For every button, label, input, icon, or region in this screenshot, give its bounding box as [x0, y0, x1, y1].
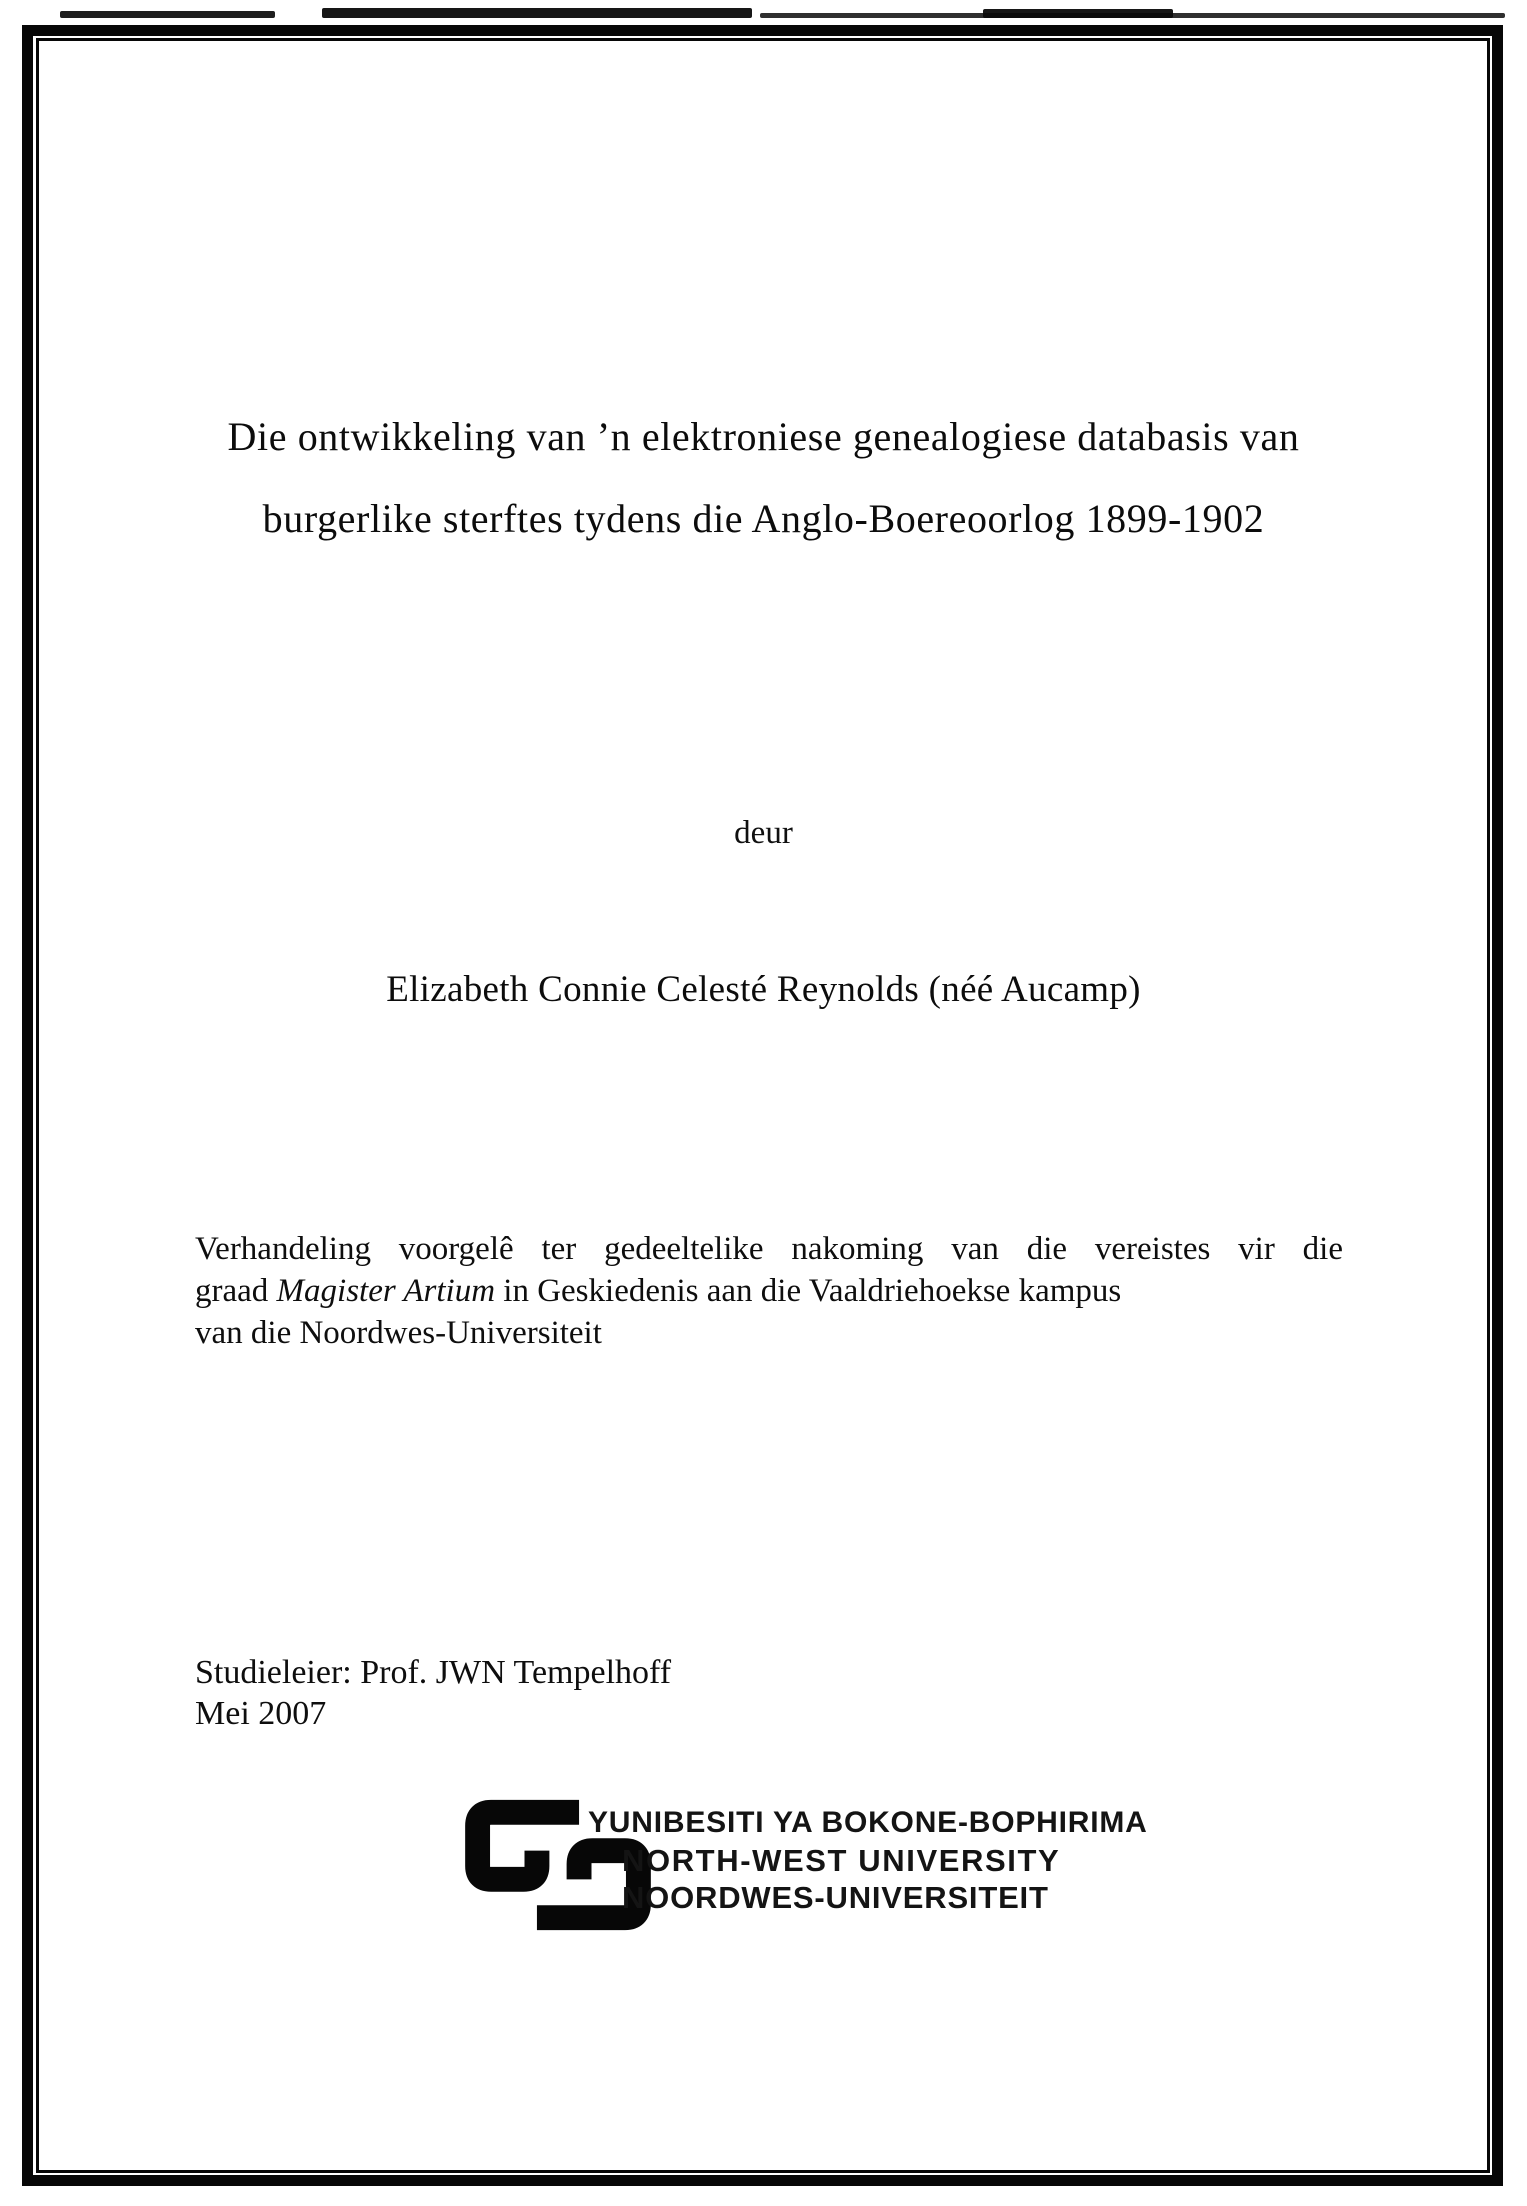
logo-text-afrikaans: NOORDWES-UNIVERSITEIT	[622, 1880, 1049, 1915]
submission-line2-pre: graad	[195, 1273, 277, 1309]
thesis-title-line2: burgerlike sterftes tydens die Anglo-Boereoorlog 1899-1902	[262, 496, 1265, 541]
degree-name: Magister Artium	[276, 1273, 496, 1309]
submission-line2-post: in Geskiedenis aan die Vaaldriehoekse kampus	[495, 1273, 1122, 1309]
scan-artifact-mark	[322, 8, 752, 18]
thesis-title	[90, 396, 1437, 560]
scan-artifact-mark	[983, 9, 1173, 18]
university-logo	[462, 1798, 1148, 1938]
submission-line1: Verhandeling voorgelê ter gedeeltelike nakoming van die vereistes vir die	[195, 1231, 1343, 1267]
submission-line3: van die Noordwes-Universiteit	[195, 1315, 602, 1351]
logo-text-setswana: YUNIBESITI YA BOKONE-BOPHIRIMA	[588, 1806, 1148, 1839]
author-name: Elizabeth Connie Celesté Reynolds (néé Aucamp)	[386, 969, 1141, 1010]
submission-line2	[195, 1270, 1343, 1312]
logo-text-english: NORTH-WEST UNIVERSITY	[622, 1843, 1061, 1878]
supervisor-line: Studieleier: Prof. JWN Tempelhoff	[195, 1654, 672, 1691]
submission-statement	[195, 1228, 1343, 1354]
scan-artifact-mark	[60, 11, 275, 18]
byline-label: deur	[734, 815, 793, 851]
date-line: Mei 2007	[195, 1695, 327, 1732]
supervisor-block	[195, 1652, 671, 1734]
thesis-title-line1: Die ontwikkeling van ’n elektroniese genealogiese databasis van	[227, 414, 1300, 459]
